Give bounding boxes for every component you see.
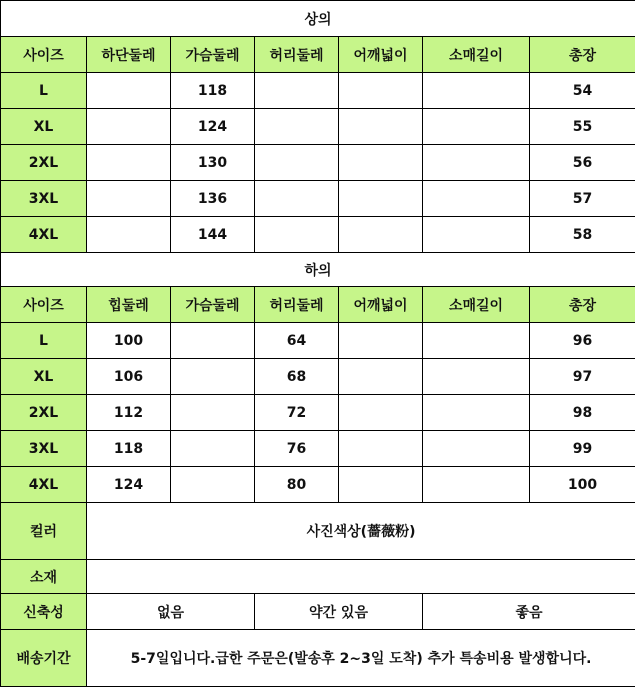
bottom-waist-cell: 72 bbox=[255, 395, 339, 431]
stretch-option-slight: 약간 있음 bbox=[255, 594, 423, 630]
top-length-cell: 57 bbox=[530, 181, 635, 217]
top-section-title: 상의 bbox=[1, 1, 635, 37]
bottom-shoulder-cell bbox=[339, 323, 423, 359]
shipping-label: 배송기간 bbox=[1, 630, 87, 687]
top-header-waist: 허리둘레 bbox=[255, 37, 339, 73]
bottom-row-xl bbox=[1, 359, 635, 395]
bottom-chest-cell bbox=[171, 395, 255, 431]
shipping-row bbox=[1, 630, 635, 687]
top-size-cell: XL bbox=[1, 109, 87, 145]
top-size-cell: 4XL bbox=[1, 217, 87, 253]
stretch-row bbox=[1, 594, 635, 630]
top-row-4xl bbox=[1, 217, 635, 253]
top-sleeve-cell bbox=[423, 181, 530, 217]
bottom-row-l bbox=[1, 323, 635, 359]
bottom-header-waist: 허리둘레 bbox=[255, 287, 339, 323]
top-length-cell: 56 bbox=[530, 145, 635, 181]
top-header-hem: 하단둘레 bbox=[87, 37, 171, 73]
top-length-cell: 54 bbox=[530, 73, 635, 109]
bottom-hip-cell: 124 bbox=[87, 467, 171, 503]
top-header-shoulder: 어깨넓이 bbox=[339, 37, 423, 73]
color-value: 사진색상(薔薇粉) bbox=[87, 503, 635, 560]
bottom-chest-cell bbox=[171, 323, 255, 359]
bottom-size-cell: XL bbox=[1, 359, 87, 395]
top-row-3xl bbox=[1, 181, 635, 217]
bottom-sleeve-cell bbox=[423, 323, 530, 359]
top-sleeve-cell bbox=[423, 145, 530, 181]
top-waist-cell bbox=[255, 73, 339, 109]
bottom-size-cell: 3XL bbox=[1, 431, 87, 467]
bottom-row-3xl bbox=[1, 431, 635, 467]
bottom-length-cell: 99 bbox=[530, 431, 635, 467]
top-chest-cell: 124 bbox=[171, 109, 255, 145]
bottom-length-cell: 100 bbox=[530, 467, 635, 503]
stretch-option-good: 좋음 bbox=[423, 594, 635, 630]
bottom-sleeve-cell bbox=[423, 467, 530, 503]
bottom-hip-cell: 118 bbox=[87, 431, 171, 467]
bottom-header-length: 총장 bbox=[530, 287, 635, 323]
bottom-size-cell: 4XL bbox=[1, 467, 87, 503]
bottom-waist-cell: 76 bbox=[255, 431, 339, 467]
material-value bbox=[87, 560, 635, 594]
bottom-chest-cell bbox=[171, 431, 255, 467]
top-size-cell: 2XL bbox=[1, 145, 87, 181]
bottom-header-sleeve: 소매길이 bbox=[423, 287, 530, 323]
top-header-sleeve: 소매길이 bbox=[423, 37, 530, 73]
top-size-cell: 3XL bbox=[1, 181, 87, 217]
top-chest-cell: 130 bbox=[171, 145, 255, 181]
top-size-cell: L bbox=[1, 73, 87, 109]
top-header-row bbox=[1, 37, 635, 73]
top-shoulder-cell bbox=[339, 145, 423, 181]
bottom-chest-cell bbox=[171, 359, 255, 395]
bottom-row-2xl bbox=[1, 395, 635, 431]
top-hem-cell bbox=[87, 73, 171, 109]
bottom-length-cell: 97 bbox=[530, 359, 635, 395]
top-hem-cell bbox=[87, 109, 171, 145]
top-header-size: 사이즈 bbox=[1, 37, 87, 73]
bottom-row-4xl bbox=[1, 467, 635, 503]
top-header-length: 총장 bbox=[530, 37, 635, 73]
bottom-size-cell: L bbox=[1, 323, 87, 359]
color-label: 컬러 bbox=[1, 503, 87, 560]
top-chest-cell: 118 bbox=[171, 73, 255, 109]
bottom-header-shoulder: 어깨넓이 bbox=[339, 287, 423, 323]
top-row-xl bbox=[1, 109, 635, 145]
color-row bbox=[1, 503, 635, 560]
bottom-length-cell: 96 bbox=[530, 323, 635, 359]
bottom-header-hip: 힙둘레 bbox=[87, 287, 171, 323]
bottom-waist-cell: 64 bbox=[255, 323, 339, 359]
bottom-shoulder-cell bbox=[339, 359, 423, 395]
stretch-option-none: 없음 bbox=[87, 594, 255, 630]
bottom-shoulder-cell bbox=[339, 467, 423, 503]
bottom-hip-cell: 100 bbox=[87, 323, 171, 359]
top-waist-cell bbox=[255, 181, 339, 217]
bottom-waist-cell: 80 bbox=[255, 467, 339, 503]
top-waist-cell bbox=[255, 145, 339, 181]
top-waist-cell bbox=[255, 109, 339, 145]
top-title-row bbox=[1, 1, 635, 37]
top-hem-cell bbox=[87, 217, 171, 253]
bottom-shoulder-cell bbox=[339, 395, 423, 431]
top-shoulder-cell bbox=[339, 217, 423, 253]
bottom-title-row bbox=[1, 253, 635, 287]
top-length-cell: 55 bbox=[530, 109, 635, 145]
top-header-chest: 가슴둘레 bbox=[171, 37, 255, 73]
bottom-size-cell: 2XL bbox=[1, 395, 87, 431]
top-sleeve-cell bbox=[423, 73, 530, 109]
top-row-2xl bbox=[1, 145, 635, 181]
bottom-length-cell: 98 bbox=[530, 395, 635, 431]
stretch-label: 신축성 bbox=[1, 594, 87, 630]
bottom-header-row bbox=[1, 287, 635, 323]
top-waist-cell bbox=[255, 217, 339, 253]
top-shoulder-cell bbox=[339, 73, 423, 109]
top-hem-cell bbox=[87, 145, 171, 181]
material-label: 소재 bbox=[1, 560, 87, 594]
top-shoulder-cell bbox=[339, 181, 423, 217]
top-length-cell: 58 bbox=[530, 217, 635, 253]
top-chest-cell: 144 bbox=[171, 217, 255, 253]
top-row-l bbox=[1, 73, 635, 109]
bottom-section-title: 하의 bbox=[1, 253, 635, 287]
bottom-waist-cell: 68 bbox=[255, 359, 339, 395]
bottom-hip-cell: 106 bbox=[87, 359, 171, 395]
top-shoulder-cell bbox=[339, 109, 423, 145]
bottom-hip-cell: 112 bbox=[87, 395, 171, 431]
top-sleeve-cell bbox=[423, 217, 530, 253]
bottom-header-size: 사이즈 bbox=[1, 287, 87, 323]
bottom-header-chest: 가슴둘레 bbox=[171, 287, 255, 323]
top-hem-cell bbox=[87, 181, 171, 217]
top-chest-cell: 136 bbox=[171, 181, 255, 217]
top-sleeve-cell bbox=[423, 109, 530, 145]
bottom-shoulder-cell bbox=[339, 431, 423, 467]
bottom-chest-cell bbox=[171, 467, 255, 503]
material-row bbox=[1, 560, 635, 594]
bottom-sleeve-cell bbox=[423, 359, 530, 395]
bottom-sleeve-cell bbox=[423, 395, 530, 431]
bottom-sleeve-cell bbox=[423, 431, 530, 467]
shipping-value: 5-7일입니다.급한 주문은(발송후 2~3일 도착) 추가 특송비용 발생합니다. bbox=[87, 630, 635, 687]
